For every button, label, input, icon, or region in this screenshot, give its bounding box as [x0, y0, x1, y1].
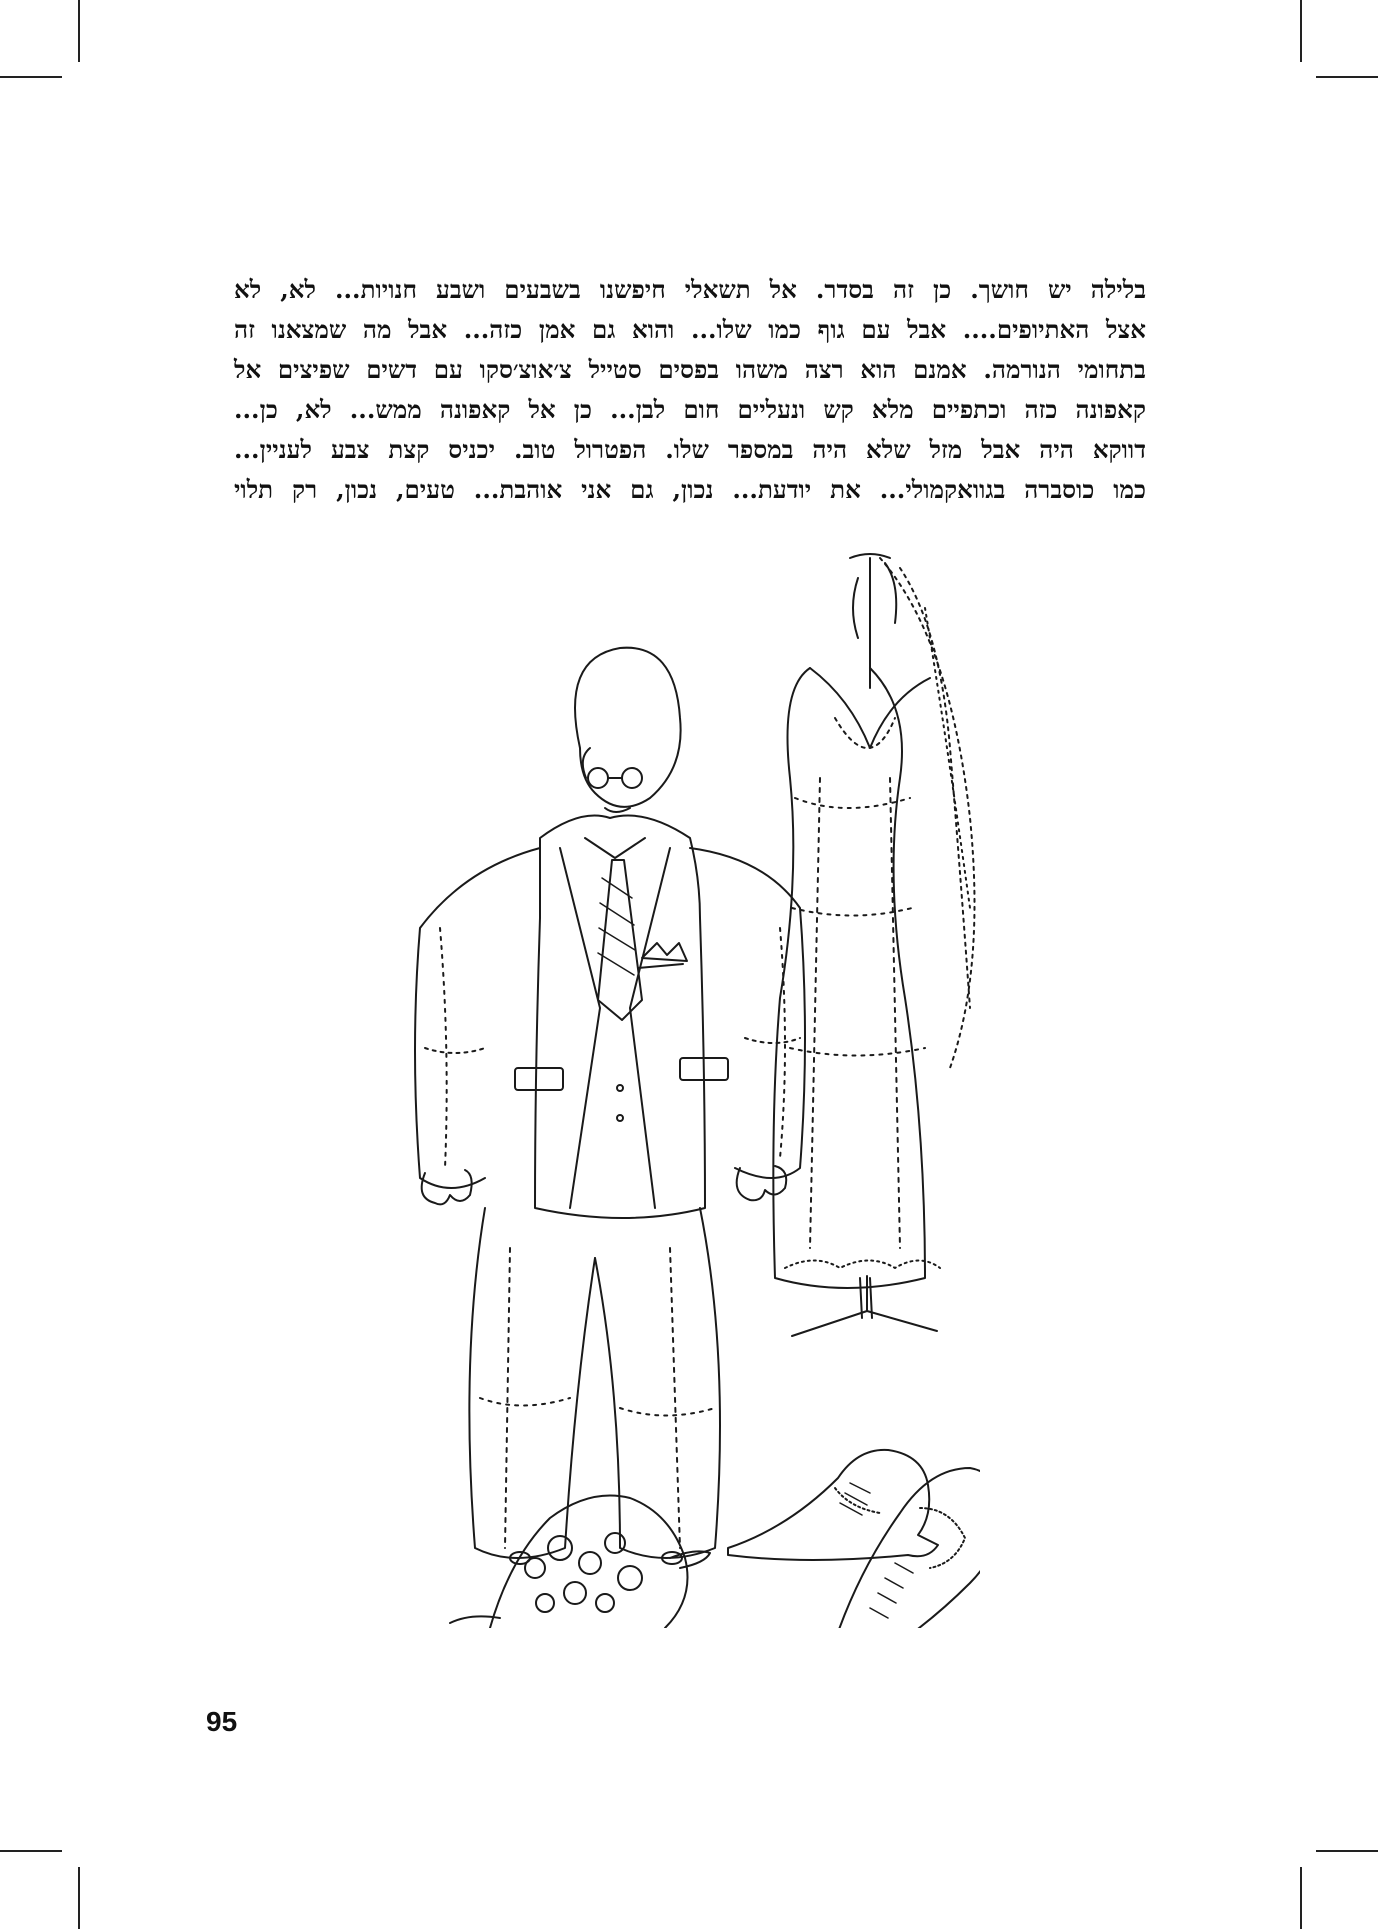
bouquet-icon — [450, 1496, 710, 1629]
crop-mark-top-left-vertical — [78, 0, 80, 62]
crop-mark-bottom-right-vertical — [1300, 1867, 1302, 1929]
text-line: כמו כוסברה בגוואקמולי... את יודעת... נכון, גם אני אוהבת... טעים, נכון, רק תלוי — [234, 475, 1146, 504]
suit-dress-shoes-bouquet-drawing — [380, 548, 980, 1628]
text-line: בלילה יש חושך. כן זה בסדר. אל תשאלי חיפשנו בשבעים ושבע חנויות... לא, לא — [234, 275, 1146, 304]
text-line: דווקא היה אבל מזל שלא היה במספר שלו. הפטרול טוב. יכניס קצת צבע לעניין... — [234, 435, 1146, 464]
text-line: בתחומי הנורמה. אמנם הוא רצה משהו בפסים סטייל צ׳אוצ׳סקו עם דשים שפיצים אל — [234, 355, 1146, 384]
dress-on-stand-icon — [773, 554, 974, 1336]
crop-mark-bottom-left-vertical — [78, 1867, 80, 1929]
crop-mark-top-right-horizontal — [1316, 76, 1378, 78]
text-line: אצל האתיופים.... אבל עם גוף כמו שלו... והוא גם אמן כזה... אבל מה שמצאנו זה — [234, 315, 1146, 344]
crop-mark-top-right-vertical — [1300, 0, 1302, 62]
crop-mark-top-left-horizontal — [0, 76, 62, 78]
crop-mark-bottom-right-horizontal — [1316, 1850, 1378, 1852]
crop-mark-bottom-left-horizontal — [0, 1850, 62, 1852]
shoes-icon — [728, 1450, 980, 1628]
text-line: קאפונה כזה וכתפיים מלא קש ונעליים חום לבן... כן אל קאפונה ממש... לא, כן... — [234, 395, 1146, 424]
body-text-block — [234, 270, 1146, 510]
man-in-suit-icon — [415, 648, 805, 1564]
page-number: 95 — [206, 1706, 238, 1737]
